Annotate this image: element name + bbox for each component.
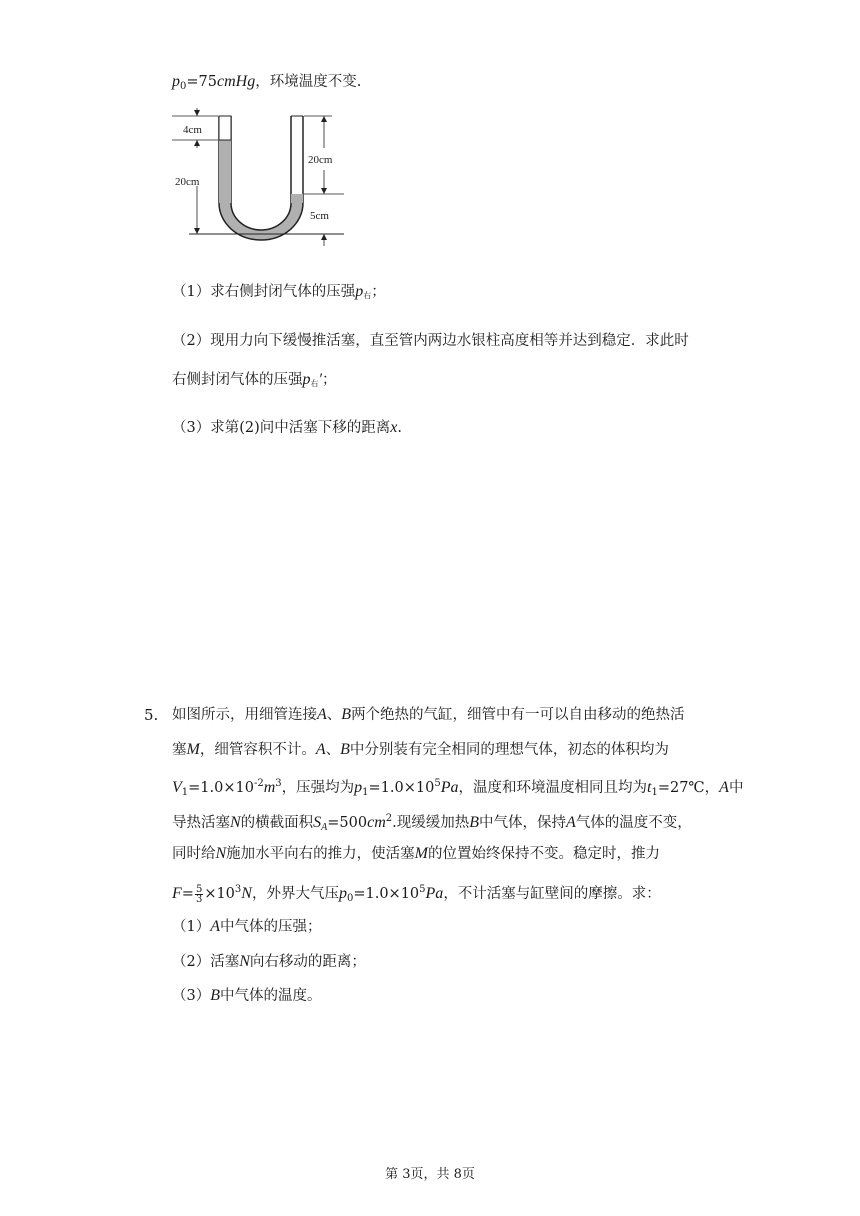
symbol-N: N [230, 814, 241, 831]
text: （2）活塞 [172, 954, 240, 970]
symbol-B: B [210, 987, 221, 1004]
text: 气体的温度不变， [575, 815, 692, 831]
symbol-p: p [172, 73, 180, 90]
symbol-p: p [354, 779, 363, 796]
symbol-x: x [390, 419, 398, 436]
symbol-A: A [566, 814, 576, 831]
text: . [397, 420, 402, 436]
symbol-A: A [317, 706, 327, 723]
symbol-M: M [414, 845, 428, 862]
numerator: 5 [195, 883, 203, 895]
symbol-p: p [355, 283, 364, 300]
text: =500 [327, 815, 368, 831]
q5-line-3 [172, 774, 743, 803]
q5-item-2 [172, 952, 366, 972]
unit: cmHg [216, 73, 256, 90]
text: 如图所示，用细管连接 [172, 707, 317, 723]
symbol-F: F [172, 885, 182, 902]
given-pressure-line [172, 72, 361, 97]
symbol-N: N [239, 953, 250, 970]
unit: cm [367, 814, 386, 831]
text: 的横截面积 [240, 815, 314, 831]
text: 向右移动的距离； [249, 954, 366, 970]
value: =75 [186, 74, 217, 90]
text: 中 [728, 780, 744, 796]
text: 右侧封闭气体的压强 [172, 372, 303, 388]
text: 、 [325, 742, 341, 758]
superscript: -2 [253, 778, 264, 789]
u-tube-diagram [172, 108, 352, 248]
subscript: 0 [346, 893, 354, 904]
q4-item-2b [172, 370, 337, 394]
subscript: 右 [310, 379, 319, 388]
label-4cm: 4cm [183, 124, 202, 136]
q4-item-3 [172, 418, 402, 438]
symbol-B: B [340, 741, 350, 758]
symbol-p: p [338, 885, 347, 902]
denominator: 3 [195, 893, 203, 905]
text: =1.0×10 [353, 886, 420, 902]
q5-item-1 [172, 917, 322, 937]
text: （1） [172, 919, 211, 935]
symbol-t: t [647, 779, 652, 796]
subscript: A [321, 822, 328, 833]
symbol-M: M [186, 741, 200, 758]
unit: N [241, 885, 252, 902]
unit: m [263, 779, 276, 796]
text: ，压强均为 [281, 780, 355, 796]
q5-line-6 [172, 880, 661, 909]
text: .现缓缓加热 [392, 815, 470, 831]
question-number: 5. [144, 706, 159, 724]
text: （1）求右侧封闭气体的压强 [172, 284, 356, 300]
text: 中气体的温度。 [220, 988, 322, 1004]
text: ，外界大气压 [251, 886, 339, 902]
text: ，不计活塞与缸壁间的摩擦。求： [443, 886, 661, 902]
superscript: 2 [385, 813, 393, 824]
symbol-p: p [302, 371, 311, 388]
text: （3）求第(2)问中活塞下移的距离 [172, 420, 391, 436]
symbol-A: A [315, 741, 326, 758]
superscript: 5 [434, 778, 441, 789]
superscript: 3 [234, 884, 242, 895]
superscript: 5 [419, 884, 426, 895]
text: ，细管容积不计。 [199, 742, 316, 758]
text: = [181, 886, 194, 902]
unit: Pa [440, 779, 459, 796]
label-5cm: 5cm [310, 210, 329, 222]
symbol-N: N [215, 845, 227, 862]
page-footer: 第 3页，共 8页 [385, 1167, 475, 1182]
text: =1.0×10 [368, 780, 435, 796]
fraction [195, 885, 203, 904]
text: ×10 [204, 886, 235, 902]
subscript: 右 [363, 291, 372, 300]
superscript: 3 [275, 778, 282, 789]
symbol-V: V [172, 779, 182, 796]
symbol-B: B [341, 706, 352, 723]
text: 导热活塞 [172, 815, 230, 831]
text: ，温度和环境温度相同且均为 [458, 780, 647, 796]
text: 两个绝热的气缸，细管中有一可以自由移动的绝热活 [351, 707, 685, 723]
symbol-S: S [313, 814, 322, 831]
label-20cm-left: 20cm [175, 176, 200, 188]
symbol-B: B [469, 814, 480, 831]
text: =1.0×10 [188, 780, 254, 796]
text: 的位置始终保持不变。稳定时，推力 [428, 846, 660, 862]
text: （2）现用力向下缓慢推活塞，直至管内两边水银柱高度相等并达到稳定．求此时 [172, 333, 689, 349]
unit: Pa [425, 885, 444, 902]
subscript: 1 [181, 787, 189, 798]
text: =27℃， [657, 780, 720, 796]
q5-line-4 [172, 809, 692, 838]
text: ，环境温度不变. [255, 74, 362, 90]
text: 中气体的压强； [220, 919, 322, 935]
text: 中分别装有完全相同的理想气体，初态的体积均为 [349, 742, 669, 758]
symbol-A: A [719, 779, 729, 796]
text: ； [371, 284, 386, 300]
text: 施加水平向右的推力，使活塞 [226, 846, 415, 862]
subscript: 1 [362, 787, 369, 798]
q4-item-1 [172, 282, 386, 306]
text: （3） [172, 988, 211, 1004]
q4-item-2a [172, 331, 689, 351]
text: 、 [326, 707, 342, 723]
symbol-A: A [210, 918, 221, 935]
text: 中气体，保持 [479, 815, 567, 831]
q5-item-3 [172, 986, 322, 1006]
text: 塞 [172, 742, 187, 758]
label-20cm-right: 20cm [308, 154, 333, 166]
subscript: 0 [180, 81, 187, 92]
prime: ′ [318, 371, 322, 388]
q5-line-2 [172, 740, 669, 760]
q5-line-5 [172, 844, 660, 864]
subscript: 1 [651, 787, 658, 798]
text: ； [322, 372, 337, 388]
q5-line-1 [172, 705, 685, 725]
text: 同时给 [172, 846, 216, 862]
